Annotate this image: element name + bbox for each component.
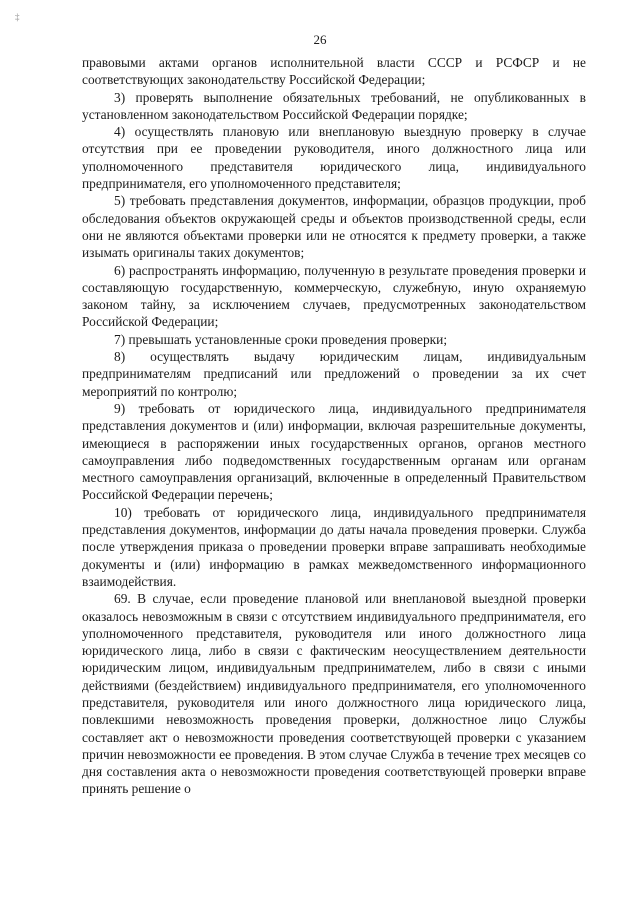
- paragraph-item-9: 9) требовать от юридического лица, индивидуального предпринимателя представления документов и (или) информации, включая разрешительные документы, имеющиеся в распоряжении иных государственных органов, органов местного самоуправления либо подведомственных государственным органам или органам местного самоуправления организаций, включенные в определенный Правительством Российской Федерации перечень;: [82, 400, 586, 503]
- paragraph-continuation: правовыми актами органов исполнительной власти СССР и РСФСР и не соответствующих законодательству Российской Федерации;: [82, 55, 586, 88]
- paragraph-item-10: 10) требовать от юридического лица, индивидуального предпринимателя представления документов, информации до даты начала проведения проверки. Служба после утверждения приказа о проведении проверки вправе запрашивать необходимые документы и (или) информацию в рамках межведомственного информационного взаимодействия.: [82, 504, 586, 589]
- paragraph-item-8: 8) осуществлять выдачу юридическим лицам, индивидуальным предпринимателям предписаний или предложений о проведении за их счет мероприятий по контролю;: [82, 349, 586, 399]
- paragraph-item-5: 5) требовать представления документов, информации, образцов продукции, проб обследования объектов окружающей среды и объектов производственной среды, если они не являются объектами проверки или не относятся к предмету проверки, а также изымать оригиналы таких документов;: [82, 193, 586, 261]
- paragraph-section-69: 69. В случае, если проведение плановой или внеплановой выездной проверки оказалось невозможным в связи с отсутствием индивидуального предпринимателя, его уполномоченного представителя, руководителя или иного должностного лица юридического лица, либо в связи с фактическим неосуществлением деятельности юридическим лицом, индивидуальным предпринимателем, либо в связи с иными действиями (бездействием) индивидуального предпринимателя, его уполномоченного представителя, руководителя или иного должностного лица юридического лица, повлекшими невозможность проведения проверки, должностное лицо Службы составляет акт о невозможности проведения соответствующей проверки с указанием причин невозможности ее проведения. В этом случае Служба в течение трех месяцев со дня составления акта о невозможности проведения соответствующей проверки вправе принять решение о: [82, 591, 586, 797]
- page-number: 26: [313, 32, 327, 47]
- paragraph-item-3: 3) проверять выполнение обязательных требований, не опубликованных в установленном законодательством Российской Федерации порядке;: [82, 89, 586, 122]
- corner-scan-mark: ‡: [15, 12, 20, 22]
- document-body: [82, 54, 586, 798]
- paragraph-item-4: 4) осуществлять плановую или внеплановую выездную проверку в случае отсутствия при ее проведении руководителя, иного должностного лица или уполномоченного представителя юридического лица, индивидуального предпринимателя, его уполномоченного представителя;: [82, 124, 586, 192]
- paragraph-item-6: 6) распространять информацию, полученную в результате проведения проверки и составляющую государственную, коммерческую, служебную, иную охраняемую законом тайну, за исключением случаев, предусмотренных законодательством Российской Федерации;: [82, 262, 586, 330]
- paragraph-item-7: 7) превышать установленные сроки проведения проверки;: [114, 331, 448, 347]
